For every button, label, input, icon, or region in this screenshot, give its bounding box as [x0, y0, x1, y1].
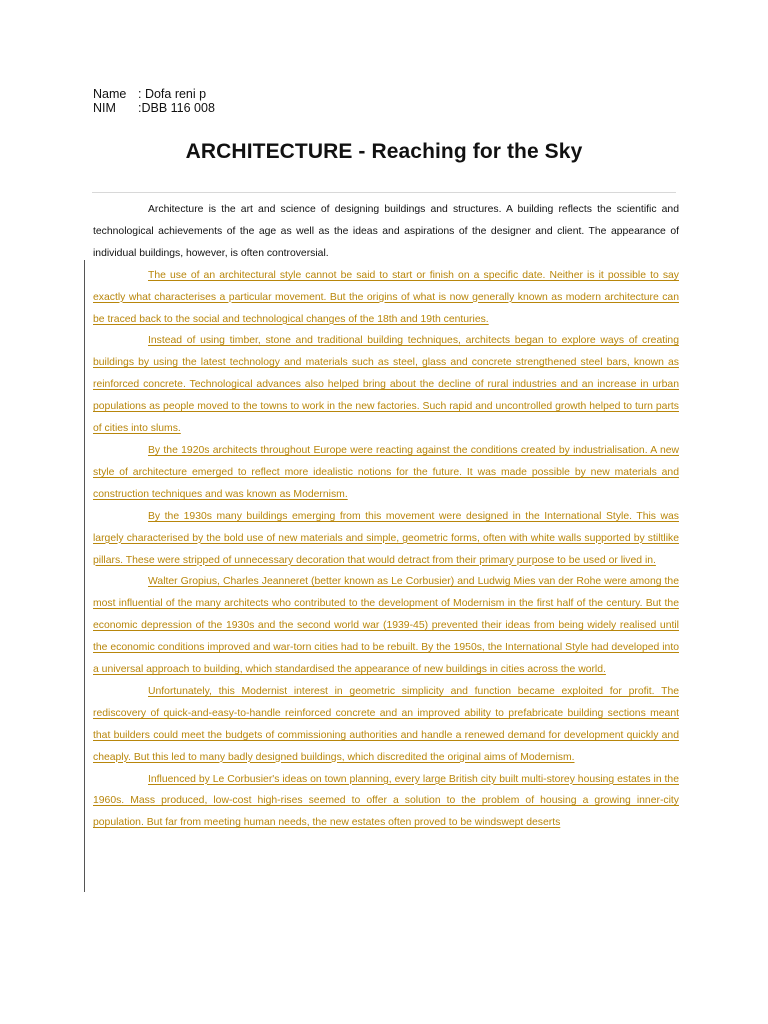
paragraph-exploited-for-profit: Unfortunately, this Modernist interest in geometric simplicity and function became exploited for profit. The rediscovery of quick-and-easy-to-handle reinforced concrete and an improved ability to prefabricate building sections meant that builders could meet the budgets of commissioning authorities and handle a renewed demand for development quickly and cheaply. But this led to many badly designed buildings, which discredited the original aims of Modernism.	[93, 685, 679, 763]
paragraph-international-style: By the 1930s many buildings emerging from this movement were designed in the International Style. This was largely characterised by the bold use of new materials and simple, geometric forms, often with white walls supported by stiltlike pillars. These were stripped of unnecessary decoration that would detract from their primary purpose to be used or lived in.	[93, 510, 679, 566]
title-divider	[92, 192, 676, 193]
nim-value: :DBB 116 008	[138, 101, 215, 115]
tracked-change-bar	[84, 260, 85, 892]
paragraph-housing-estates: Influenced by Le Corbusier's ideas on town planning, every large British city built multi-storey housing estates in the 1960s. Mass produced, low-cost high-rises seemed to offer a solution to the problem of housing a growing inner-city population. But far from meeting human needs, the new estates often proved to be windswept deserts	[93, 773, 679, 829]
paragraph-1920s-modernism: By the 1920s architects throughout Europe were reacting against the conditions created by industrialisation. A new style of architecture emerged to reflect more idealistic notions for the future. It was made possible by new materials and construction techniques and was known as Modernism.	[93, 444, 679, 500]
name-row	[93, 87, 215, 101]
document-title: ARCHITECTURE - Reaching for the Sky	[185, 140, 583, 163]
student-info	[93, 87, 215, 115]
nim-label: NIM	[93, 101, 116, 115]
document-body	[93, 199, 679, 834]
paragraph-new-materials: Instead of using timber, stone and traditional building techniques, architects began to explore ways of creating buildings by using the latest technology and materials such as steel, glass and concrete strengthened steel bars, known as reinforced concrete. Technological advances also helped bring about the decline of rural industries and an increase in urban populations as people moved to the towns to work in the new factories. Such rapid and uncontrolled growth helped to turn parts of cities into slums.	[93, 335, 679, 435]
name-value: : Dofa reni p	[138, 87, 207, 101]
name-label: Name	[93, 87, 127, 101]
paragraph-style-origins: The use of an architectural style cannot be said to start or finish on a specific date. Neither is it possible to say exactly what characterises a particular movement. But the origins of what is now generally known as modern architecture can be traced back to the social and technological changes of the 18th and 19th centuries.	[93, 269, 679, 325]
paragraph-influential-architects: Walter Gropius, Charles Jeanneret (better known as Le Corbusier) and Ludwig Mies van der Rohe were among the most influential of the many architects who contributed to the development of Modernism in the first half of the century. But the economic depression of the 1930s and the second world war (1939-45) prevented their ideas from being widely realised until the economic conditions improved and war-torn cities had to be rebuilt. By the 1950s, the International Style had developed into a universal approach to building, which standardised the appearance of new buildings in cities across the world.	[93, 576, 679, 676]
paragraph-intro: Architecture is the art and science of designing buildings and structures. A building reflects the scientific and technological achievements of the age as well as the ideas and aspirations of the designer and client. The appearance of individual buildings, however, is often controversial.	[93, 204, 679, 259]
nim-row	[93, 101, 215, 115]
